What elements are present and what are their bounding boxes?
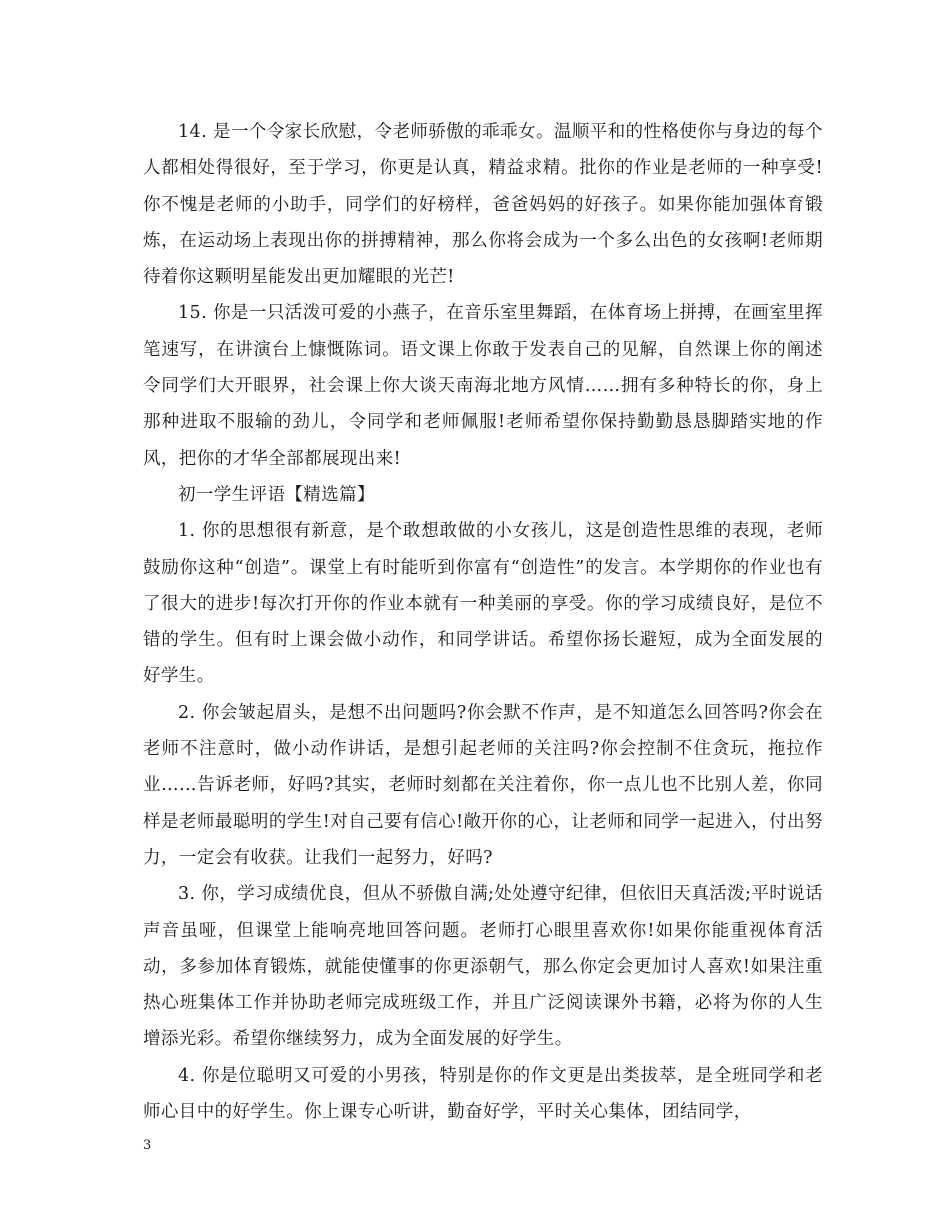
paragraph-1: 1. 你的思想很有新意，是个敢想敢做的小女孩儿，这是创造性思维的表现，老师鼓励你这种“创造”。课堂上有时能听到你富有“创造性”的发言。本学期你的作业也有了很大的进步!每次打开你的作业本就有一种美丽的享受。你的学习成绩良好，是位不错的学生。但有时上课会做小动作，和同学讲话。希望你扬长避短，成为全面发展的好学生。 bbox=[143, 521, 823, 687]
page-number: 3 bbox=[143, 1138, 152, 1153]
paragraph-4: 4. 你是位聪明又可爱的小男孩，特别是你的作文更是出类拔萃，是全班同学和老师心目中的好学生。你上课专心听讲，勤奋好学，平时关心集体，团结同学， bbox=[143, 1065, 823, 1123]
paragraph-14: 14. 是一个令家长欣慰，令老师骄傲的乖乖女。温顺平和的性格使你与身边的每个人都相处得很好，至于学习，你更是认真，精益求精。批你的作业是老师的一种享受!你不愧是老师的小助手，同学们的好榜样，爸爸妈妈的好孩子。如果你能加强体育锻炼，在运动场上表现出你的拼搏精神，那么你将会成为一个多么出色的女孩啊!老师期待着你这颗明星能发出更加耀眼的光芒! bbox=[143, 122, 823, 288]
document-body bbox=[143, 114, 823, 1130]
paragraph-3: 3. 你，学习成绩优良，但从不骄傲自满;处处遵守纪律，但依旧天真活泼;平时说话声音虽哑，但课堂上能响亮地回答问题。老师打心眼里喜欢你!如果你能重视体育活动，多参加体育锻炼，就能使懂事的你更添朝气，那么你定会更加讨人喜欢!如果注重热心班集体工作并协助老师完成班级工作，并且广泛阅读课外书籍，必将为你的人生增添光彩。希望你继续努力，成为全面发展的好学生。 bbox=[143, 884, 823, 1050]
section-heading: 初一学生评语【精选篇】 bbox=[178, 484, 375, 505]
paragraph-15: 15. 你是一只活泼可爱的小燕子，在音乐室里舞蹈，在体育场上拼搏，在画室里挥笔速写，在讲演台上慷慨陈词。语文课上你敢于发表自己的见解，自然课上你的阐述令同学们大开眼界，社会课上你大谈天南海北地方风情……拥有多种特长的你，身上那种进取不服输的劲儿，令同学和老师佩服!老师希望你保持勤勤恳恳脚踏实地的作风，把你的才华全部都展现出来! bbox=[143, 303, 823, 469]
paragraph-2: 2. 你会皱起眉头，是想不出问题吗?你会默不作声，是不知道怎么回答吗?你会在老师不注意时，做小动作讲话，是想引起老师的关注吗?你会控制不住贪玩，拖拉作业……告诉老师，好吗?其实，老师时刻都在关注着你，你一点儿也不比别人差，你同样是老师最聪明的学生!对自己要有信心!敞开你的心，让老师和同学一起进入，付出努力，一定会有收获。让我们一起努力，好吗? bbox=[143, 702, 823, 868]
